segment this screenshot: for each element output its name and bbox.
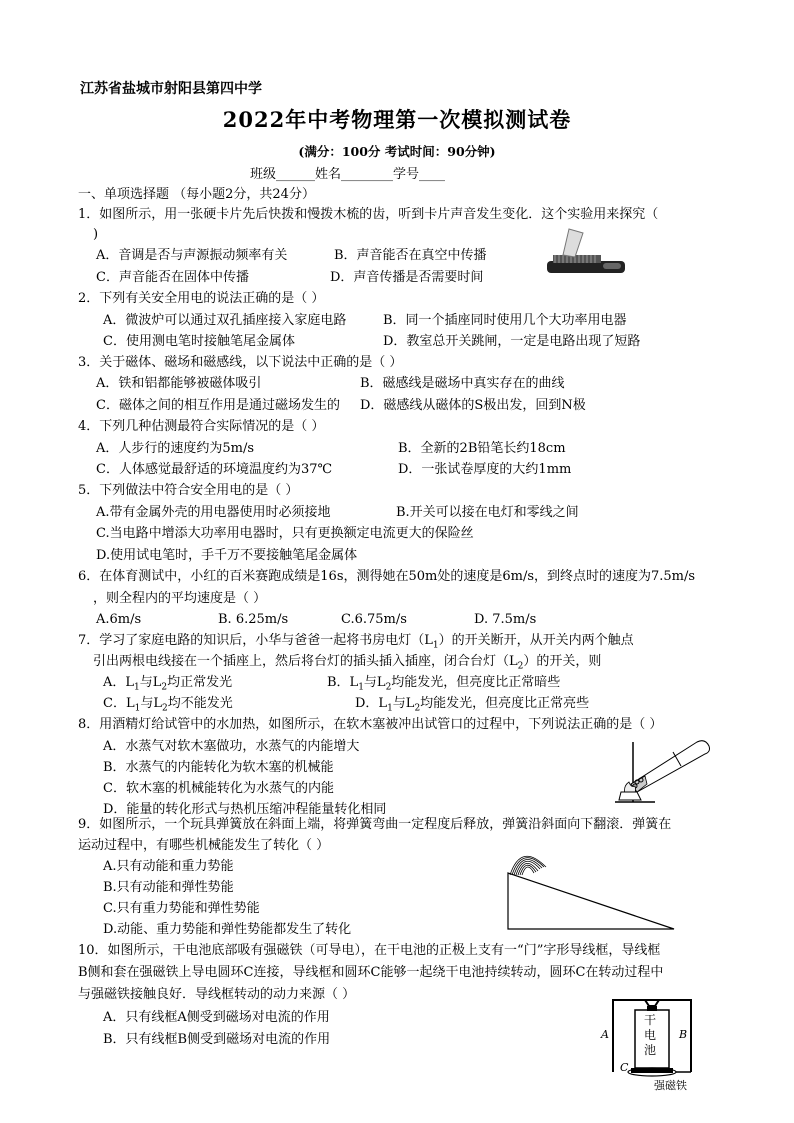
question-10-stem-cont: B侧和套在强磁铁上导电圆环C连接，导线框和圆环C能够一起绕干电池持续转动，圆环C在转动过程中 [78, 965, 664, 980]
battery-label-2: 电 [644, 1028, 657, 1042]
q1-option-c: C．声音能否在固体中传播 [96, 270, 249, 285]
q2-option-c: C．使用测电笔时接触笔尾金属体 [103, 334, 295, 349]
q6-option-d: D. 7.5m/s [474, 612, 537, 627]
q2-option-b: B．同一个插座同时使用几个大功率用电器 [383, 313, 627, 328]
battery-label-3: 池 [644, 1043, 657, 1057]
comb-card-figure [545, 225, 630, 280]
q5-option-d: D.使用试电笔时，手千万不要接触笔尾金属体 [96, 548, 358, 563]
school-name: 江苏省盐城市射阳县第四中学 [80, 81, 262, 97]
question-7-stem: 7．学习了家庭电路的知识后，小华与爸爸一起将书房电灯$(L_1)$的开关断开，从开关内两个触点 [78, 633, 634, 651]
question-10-stem: 10．如图所示，干电池底部吸有强磁铁（可导电），在干电池的正极上支有一“门”字形导线框，导线框 [78, 943, 661, 958]
q8-option-c: C．软木塞的机械能转化为水蒸气的内能 [103, 781, 334, 796]
q3-option-d: D．磁感线从磁体的S极出发，回到N极 [360, 398, 586, 413]
test-tube-figure [585, 722, 715, 807]
question-5-stem: 5．下列做法中符合安全用电的是（ ） [78, 483, 299, 498]
q9-option-d: D.动能、重力势能和弹性势能都发生了转化 [103, 922, 352, 937]
q5-option-a: A.带有金属外壳的用电器使用时必须接地 [96, 505, 331, 520]
q2-option-d: D．教室总开关跳闸，一定是电路出现了短路 [383, 334, 641, 349]
q7-option-c: C．$L_1$与$L_2$均不能发光 [103, 696, 233, 714]
figure-label-c: C [620, 1061, 629, 1074]
section-heading: 一、单项选择题 （每小题2分，共24分） [78, 187, 315, 202]
q4-option-c: C．人体感觉最舒适的环境温度约为37℃ [96, 462, 333, 477]
incline-spring-figure [500, 845, 680, 935]
question-1-stem: 1．如图所示，用一张硬卡片先后快拨和慢拨木梳的齿，听到卡片声音发生变化．这个实验用来探究（ [78, 207, 659, 222]
magnet-label: 强磁铁 [654, 1079, 687, 1092]
q6-option-a: A.6m/s [96, 612, 142, 627]
q6-option-c: C.6.75m/s [341, 612, 407, 627]
q1-option-d: D．声音传播是否需要时间 [330, 270, 484, 285]
question-4-stem: 4．下列几种估测最符合实际情况的是（ ） [78, 419, 325, 434]
q7-option-a: A．$L_1$与$L_2$均正常发光 [103, 675, 233, 693]
q9-option-a: A.只有动能和重力势能 [103, 859, 234, 874]
q5-option-c: C.当电路中增添大功率用电器时，只有更换额定电流更大的保险丝 [96, 526, 474, 541]
question-1-stem-cont: ) [93, 227, 99, 242]
q10-option-a: A．只有线框A侧受到磁场对电流的作用 [103, 1010, 330, 1025]
q8-option-a: A．水蒸气对软木塞做功，水蒸气的内能增大 [103, 739, 360, 754]
q7-option-d: D．$L_1$与$L_2$均能发光，但亮度比正常亮些 [355, 696, 590, 714]
q10-option-b: B．只有线框B侧受到磁场对电流的作用 [103, 1032, 331, 1047]
figure-label-b: B [679, 1028, 688, 1041]
q8-option-b: B．水蒸气的内能转化为软木塞的机械能 [103, 760, 334, 775]
question-7-stem-cont: 引出两根电线接在一个插座上，然后将台灯的插头插入插座，闭合台灯$(L_2)$的开关，则 [93, 654, 602, 672]
q3-option-a: A．铁和铝都能够被磁体吸引 [96, 376, 262, 391]
battery-label-1: 干 [644, 1013, 657, 1027]
exam-title: 2022年中考物理第一次模拟测试卷 [222, 107, 572, 132]
question-8-stem: 8．用酒精灯给试管中的水加热，如图所示，在软木塞被冲出试管口的过程中，下列说法正确的是（ ） [78, 717, 663, 732]
question-10-stem-cont2: 与强磁铁接触良好．导线框转动的动力来源（ ） [78, 987, 356, 1002]
question-9-stem-cont: 运动过程中，有哪些机械能发生了转化（ ） [78, 838, 330, 853]
exam-subtitle: (满分：100分 考试时间：90分钟) [298, 144, 496, 159]
q4-option-a: A．人步行的速度约为5m/s [96, 441, 255, 456]
q8-option-d: D．能量的转化形式与热机压缩冲程能量转化相同 [103, 802, 387, 817]
student-info-line: 班级______姓名________学号____ [250, 167, 446, 182]
question-9-stem: 9．如图所示，一个玩具弹簧放在斜面上端，将弹簧弯曲一定程度后释放，弹簧沿斜面向下翻滚．弹簧在 [78, 817, 672, 832]
q1-option-a: A．音调是否与声源振动频率有关 [96, 248, 288, 263]
q9-option-b: B.只有动能和弹性势能 [103, 880, 234, 895]
q6-option-b: B. 6.25m/s [218, 612, 289, 627]
question-6-stem: 6．在体育测试中，小红的百米赛跑成绩是16s，测得她在50m处的速度是6m/s，到终点时的速度为7.5m/s [78, 569, 696, 584]
q5-option-b: B.开关可以接在电灯和零线之间 [396, 505, 579, 520]
q2-option-a: A．微波炉可以通过双孔插座接入家庭电路 [103, 313, 347, 328]
figure-label-a: A [601, 1028, 609, 1041]
question-6-stem-cont: ，则全程内的平均速度是（ ） [93, 591, 267, 606]
q4-option-d: D．一张试卷厚度的大约1mm [398, 462, 572, 477]
question-2-stem: 2．下列有关安全用电的说法正确的是（ ） [78, 291, 325, 306]
q7-option-b: B．$L_1$与$L_2$均能发光，但亮度比正常暗些 [327, 675, 561, 693]
question-3-stem: 3．关于磁体、磁场和磁感线，以下说法中正确的是（ ） [78, 355, 403, 370]
q1-option-b: B．声音能否在真空中传播 [334, 248, 487, 263]
q9-option-c: C.只有重力势能和弹性势能 [103, 901, 260, 916]
q3-option-b: B．磁感线是磁场中真实存在的曲线 [360, 376, 565, 391]
q4-option-b: B．全新的2B铅笔长约18cm [398, 441, 566, 456]
q3-option-c: C．磁体之间的相互作用是通过磁场发生的 [96, 398, 340, 413]
